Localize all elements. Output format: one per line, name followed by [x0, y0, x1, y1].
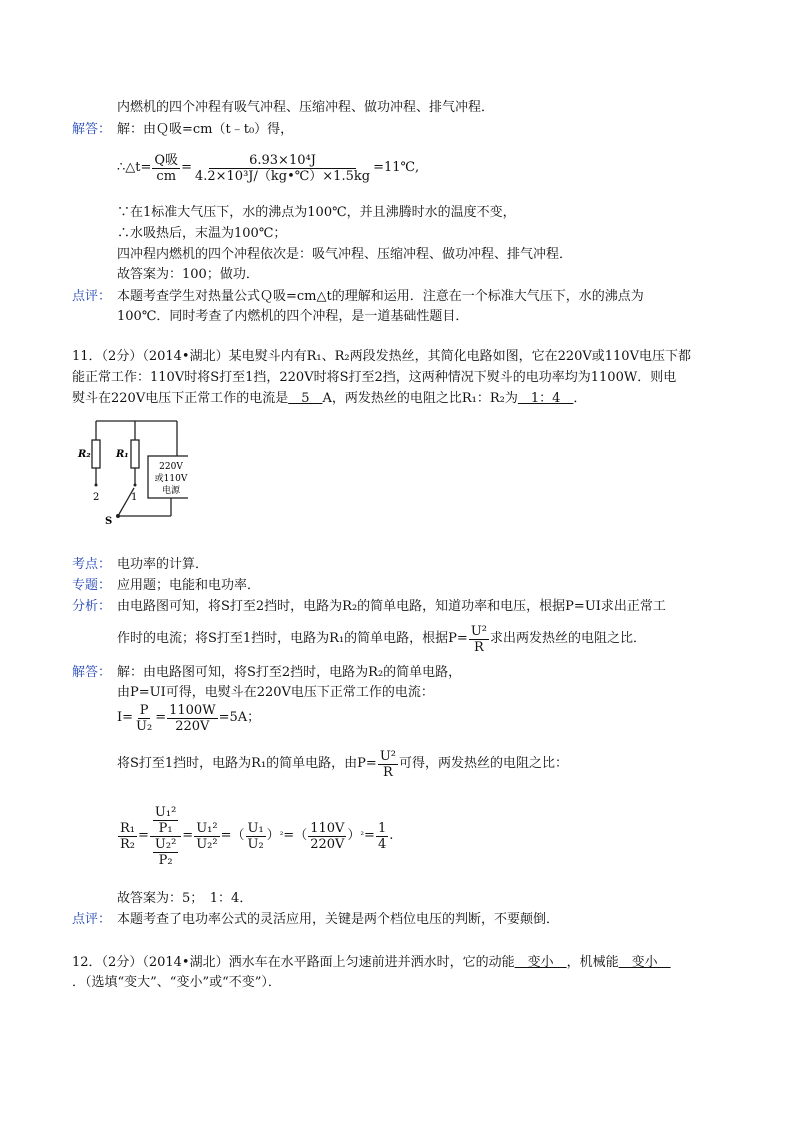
jieda-power-fraction: $\frac{\text{U²}}{R}$	[379, 748, 396, 780]
label-source-220v: 220V	[159, 462, 183, 472]
dianping-label: 点评：	[72, 912, 112, 927]
delta-t-equation: ∴△t= Q吸 cm = $\frac{\text{6.93×10⁴J}}{\text{4.2×10³J/（kg•℃）×1.5kg}}$ =11℃,	[117, 152, 420, 184]
fenxi-power-fraction: $\frac{\text{U²}}{R}$	[470, 623, 487, 655]
fenxi-line-2: 作时的电流；将S打至1挡时，电路为R₁的简单电路，根据P= $\frac{\text{U²}}{R}$ 求出两发热丝的电阻之比．	[117, 623, 647, 655]
kaodian-text: 电功率的计算．	[117, 557, 209, 572]
current-equation: I= $\frac{P}{\text{U₂}}$ = $\frac{1100W}{220V}$ =5A；	[117, 702, 261, 734]
q11-line-3: 熨斗在220V电压下正常工作的电流是 5 A，两发热丝的电阻之比R₁：R₂为 1：4 ．	[72, 391, 587, 406]
q12-blank-kinetic: 变小	[514, 955, 567, 970]
q11-line-1: 11．（2分）（2014•湖北）某电熨斗内有R₁、R₂两段发热丝，其简化电路如图，它在220V或110V电压下都	[72, 349, 691, 364]
q12-blank-mechanical: 变小	[618, 955, 671, 970]
comment-line-1: 本题考查学生对热量公式Ｑ吸=cm△t的理解和运用．注意在一个标准大气压下，水的沸点为	[117, 289, 644, 304]
ratio-value-fraction: 110V 220V	[310, 820, 345, 852]
label-source-power: 电源	[161, 486, 181, 496]
delta-t-result: =11℃,	[373, 160, 420, 175]
q12-line-1: 12．（2分）（2014•湖北）洒水车在水平路面上匀速前进并洒水时，它的动能 变小 ，机械能 变小	[72, 955, 671, 970]
ratio-result-fraction: $\frac{1}{4}$	[377, 820, 387, 852]
q11-line-2: 能正常工作：110V时将S打至1挡，220V时将S打至2挡，这两种情况下熨斗的电功率均为1100W．则电	[72, 370, 677, 385]
ratio-lhs-fraction: $\frac{\text{R₁}}{\text{R₂}}$	[120, 820, 135, 852]
dianping-text: 本题考查了电功率公式的灵活应用，关键是两个档位电压的判断，不要颠倒．	[117, 912, 560, 927]
label-source-110v: 或110V	[154, 474, 188, 484]
kaodian-label: 考点：	[72, 557, 112, 572]
answer-line-a: ∵在1标准大气压下，水的沸点为100℃，并且沸腾时水的温度不变，	[117, 205, 516, 220]
answer-final: 故答案为：5； 1：4．	[117, 891, 253, 906]
ratio-compound-fraction: $\frac{\frac{\text{U₁²}}{\text{P₁}}}{\frac{\text{U₂²}}{\text{P₂}}}$	[150, 805, 181, 868]
q11-blank-ratio: 1：4	[517, 391, 574, 406]
jieda-label: 解答：	[72, 665, 112, 680]
label-r1: R₁	[116, 449, 129, 460]
label-r2: R₂	[78, 449, 91, 460]
jieda-line-1: 解：由电路图可知，将S打至2挡时，电路为R₂的简单电路，	[117, 665, 462, 680]
circuit-diagram	[76, 418, 188, 526]
zhuanti-text: 应用题；电能和电功率．	[117, 578, 261, 593]
q12-line-2: ．（选填“变大”、“变小”或“不变”）．	[72, 975, 281, 990]
resistance-ratio-equation: $\frac{\text{R₁}}{\text{R₂}}$ = $\frac{\frac{\text{U₁²}}{\text{P₁}}}{\frac{\text{U₂²}}{\text{P₂}}}$ = $\frac{\text{U₁²}}{\text{U₂²}}$ =（ U₁ U₂ ） ² =（ 110V 220V ） ² = $\frac{1}{4}$ .	[120, 804, 394, 868]
delta-t-prefix: ∴△t=	[117, 160, 152, 175]
answer-line-c: 四冲程内燃机的四个冲程依次是：吸气冲程、压缩冲程、做功冲程、排气冲程．	[117, 247, 573, 262]
label-terminal-2: 2	[93, 492, 100, 503]
current-fraction-2: $\frac{1100W}{220V}$	[169, 702, 216, 734]
answer-line-d: 故答案为：100；做功．	[117, 267, 259, 282]
answer-line-1: 解：由Ｑ吸=cm（t﹣t₀）得，	[117, 122, 294, 137]
comment-label: 点评：	[72, 289, 112, 304]
fenxi-label: 分析：	[72, 599, 112, 614]
answer-label: 解答：	[72, 122, 112, 137]
jieda-line-2: 由P=UI可得，电熨斗在220V电压下正常工作的电流：	[117, 685, 434, 700]
answer-line-b: ∴水吸热后，末温为100℃；	[117, 226, 287, 241]
zhuanti-label: 专题：	[72, 578, 112, 593]
fenxi-line-1: 由电路图可知，将S打至2挡时，电路为R₂的简单电路，知道功率和电压，根据P=UI求出正常工	[117, 599, 666, 614]
label-switch: S	[105, 516, 113, 526]
intro-line: 内燃机的四个冲程有吸气冲程、压缩冲程、做功冲程、排气冲程．	[117, 100, 495, 115]
ratio-mid-fraction: $\frac{\text{U₁²}}{\text{U₂²}}$	[196, 820, 218, 852]
jieda-line-3: 将S打至1挡时，电路为R₁的简单电路，由P= $\frac{\text{U²}}{R}$ 可得，两发热丝的电阻之比：	[117, 748, 569, 780]
ratio-voltage-fraction: U₁ U₂	[247, 820, 264, 852]
q11-blank-current: 5	[288, 391, 323, 406]
current-fraction-1: $\frac{P}{\text{U₂}}$	[136, 702, 153, 734]
comment-line-2: 100℃．同时考查了内燃机的四个冲程，是一道基础性题目．	[117, 309, 469, 324]
delta-t-fraction-2: $\frac{\text{6.93×10⁴J}}{\text{4.2×10³J/（kg•℃）×1.5kg}}$	[194, 152, 371, 184]
label-terminal-1: 1	[131, 492, 138, 503]
delta-t-fraction-1: Q吸 cm	[154, 152, 179, 184]
